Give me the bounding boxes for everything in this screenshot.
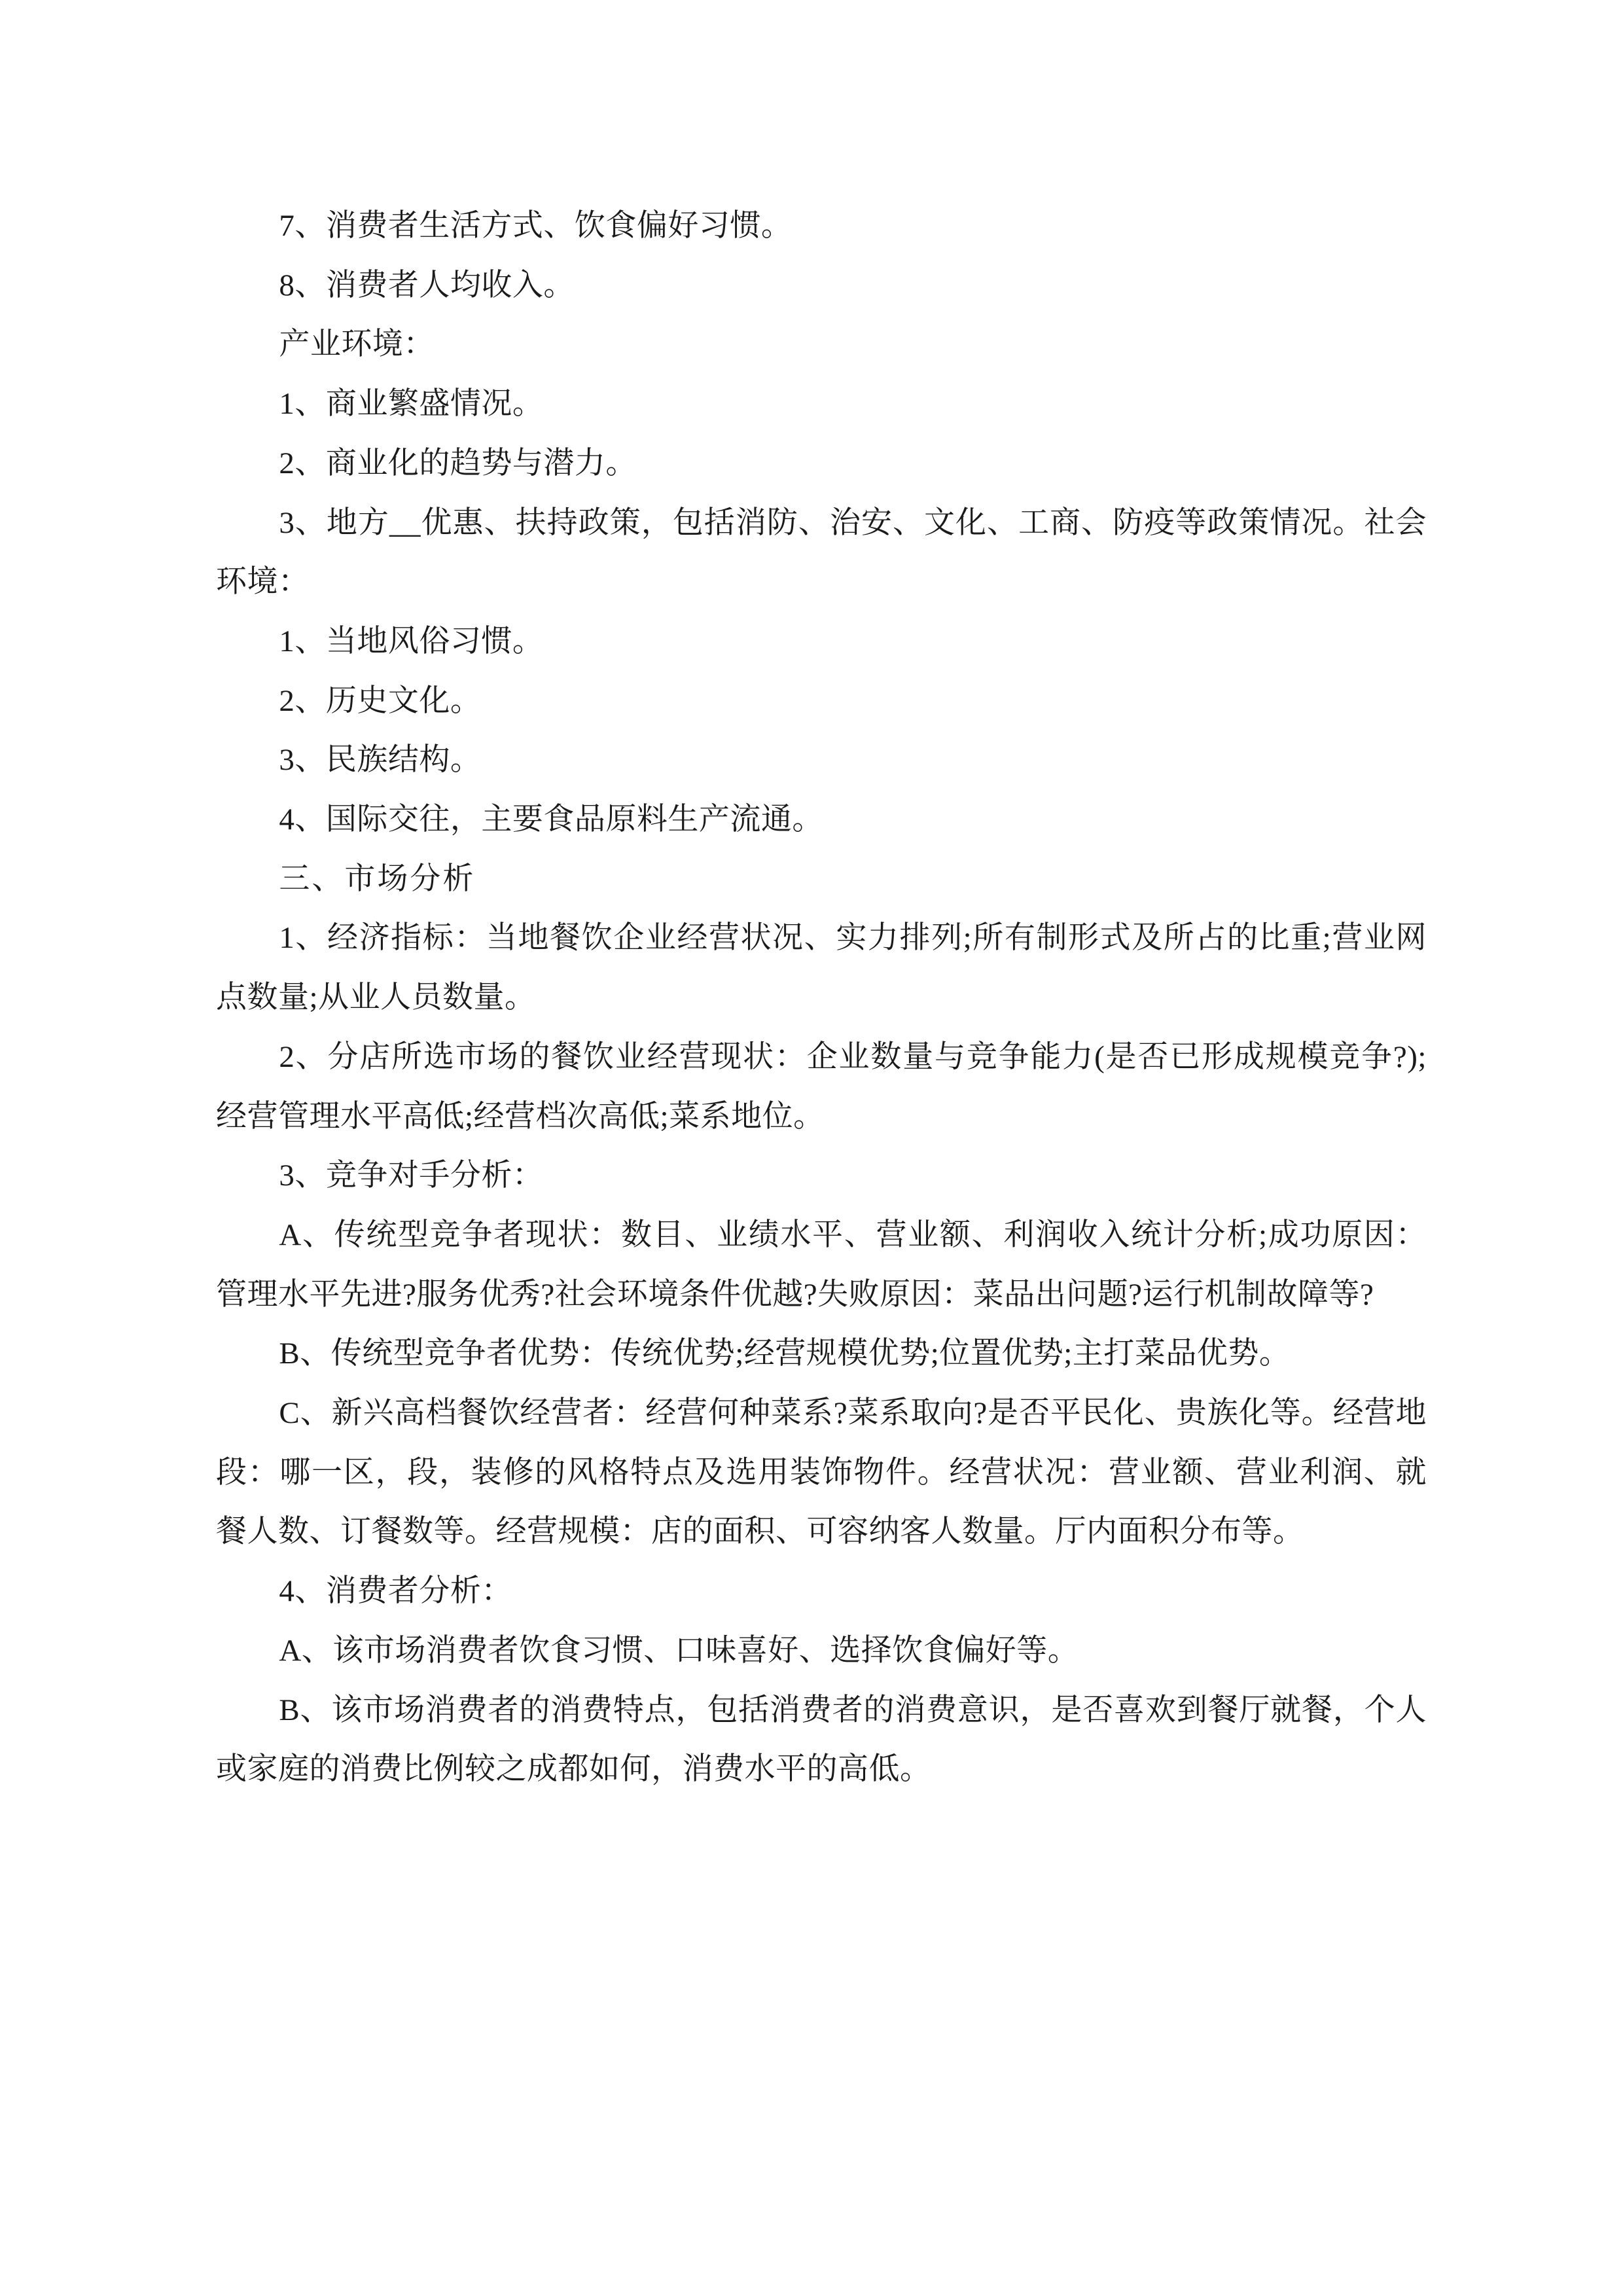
paragraph: A、该市场消费者饮食习惯、口味喜好、选择饮食偏好等。 [279, 1633, 1079, 1668]
section-heading: 三、市场分析 [279, 861, 476, 896]
paragraph: 3、竞争对手分析： [279, 1158, 544, 1193]
paragraph: 3、民族结构。 [279, 743, 482, 778]
paragraph: 1、经济指标：当地餐饮企业经营状况、实力排列;所有制形式及所占的比重;营业网点数量;从业人员数量。 [216, 921, 1427, 1015]
paragraph: C、新兴高档餐饮经营者：经营何种菜系?菜系取向?是否平民化、贵族化等。经营地段：哪一区，段，装修的风格特点及选用装饰物件。经营状况：营业额、营业利润、就餐人数、订餐数等。经营规模：店的面积、可容纳客人数量。厅内面积分布等。 [216, 1396, 1427, 1549]
paragraph: 8、消费者人均收入。 [279, 268, 575, 302]
paragraph: 7、消费者生活方式、饮食偏好习惯。 [279, 209, 793, 243]
paragraph: 3、地方__优惠、扶持政策，包括消防、治安、文化、工商、防疫等政策情况。社会环境： [216, 505, 1427, 600]
paragraph: A、传统型竞争者现状：数目、业绩水平、营业额、利润收入统计分析;成功原因：管理水平先进?服务优秀?社会环境条件优越?失败原因：菜品出问题?运行机制故障等? [216, 1217, 1427, 1312]
paragraph: 2、历史文化。 [279, 683, 482, 718]
paragraph: 1、商业繁盛情况。 [279, 387, 544, 422]
paragraph: 4、国际交往，主要食品原料生产流通。 [279, 802, 823, 837]
paragraph: 2、分店所选市场的餐饮业经营现状：企业数量与竞争能力(是否已形成规模竞争?);经营管理水平高低;经营档次高低;菜系地位。 [216, 1039, 1427, 1134]
document-body [216, 196, 1427, 1799]
paragraph: B、传统型竞争者优势：传统优势;经营规模优势;位置优势;主打菜品优势。 [279, 1336, 1291, 1371]
paragraph: 产业环境： [279, 327, 435, 362]
paragraph: 1、当地风俗习惯。 [279, 624, 544, 658]
paragraph: 4、消费者分析： [279, 1574, 512, 1609]
paragraph: 2、商业化的趋势与潜力。 [279, 446, 637, 480]
paragraph: B、该市场消费者的消费特点，包括消费者的消费意识，是否喜欢到餐厅就餐，个人或家庭的消费比例较之成都如何，消费水平的高低。 [216, 1693, 1427, 1787]
